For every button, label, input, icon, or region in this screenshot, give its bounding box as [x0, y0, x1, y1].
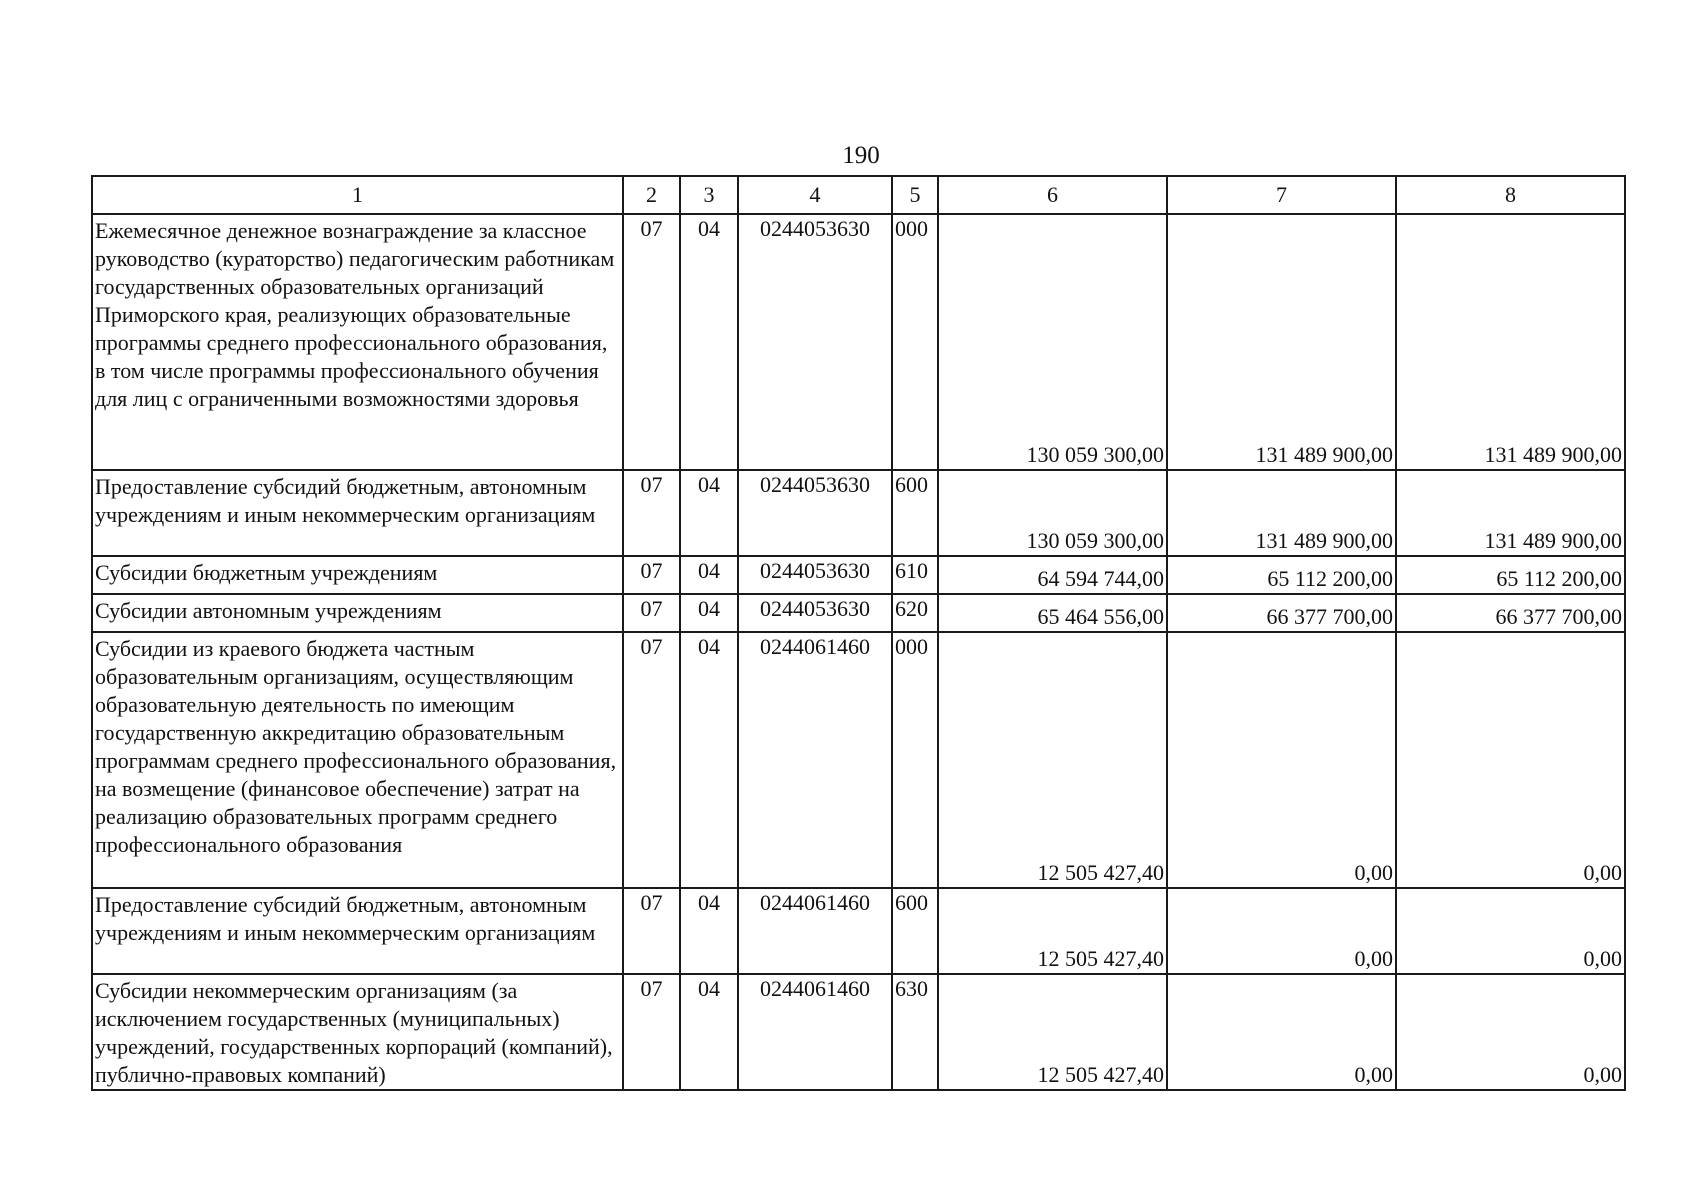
- table-row: [92, 888, 1625, 974]
- section-code: 07: [623, 556, 680, 594]
- expense-type-code: 000: [892, 214, 938, 470]
- amount-col6: 12 505 427,40: [938, 974, 1167, 1090]
- header-cell: 7: [1167, 176, 1396, 214]
- section-code: 07: [623, 214, 680, 470]
- subsection-code: 04: [680, 974, 738, 1090]
- subsection-code: 04: [680, 594, 738, 632]
- row-name-cell: [92, 632, 623, 888]
- section-code: 07: [623, 888, 680, 974]
- expense-type-code: 600: [892, 470, 938, 556]
- section-code: 07: [623, 470, 680, 556]
- table-row: [92, 214, 1625, 470]
- row-name-cell: [92, 594, 623, 632]
- section-code: 07: [623, 632, 680, 888]
- subsection-code: 04: [680, 470, 738, 556]
- subsection-code: 04: [680, 214, 738, 470]
- table-row: [92, 556, 1625, 594]
- amount-col8: 65 112 200,00: [1396, 556, 1625, 594]
- amount-col7: 65 112 200,00: [1167, 556, 1396, 594]
- target-article-code: 0244061460: [738, 632, 892, 888]
- amount-col6: 12 505 427,40: [938, 888, 1167, 974]
- amount-col7: 0,00: [1167, 632, 1396, 888]
- row-name-cell: [92, 470, 623, 556]
- amount-col7: 131 489 900,00: [1167, 214, 1396, 470]
- row-name-cell: [92, 974, 623, 1090]
- row-name: Предоставление субсидий бюджетным, автономным учреждениям и иным некоммерческим организациям: [95, 892, 596, 945]
- header-cell: 4: [738, 176, 892, 214]
- table-row: [92, 470, 1625, 556]
- amount-col8: 0,00: [1396, 888, 1625, 974]
- amount-col8: 131 489 900,00: [1396, 214, 1625, 470]
- header-cell: 3: [680, 176, 738, 214]
- row-name: Предоставление субсидий бюджетным, автономным учреждениям и иным некоммерческим организациям: [95, 474, 596, 527]
- amount-col6: 12 505 427,40: [938, 632, 1167, 888]
- table-row: [92, 974, 1625, 1090]
- budget-table: [91, 175, 1626, 1091]
- target-article-code: 0244053630: [738, 556, 892, 594]
- target-article-code: 0244053630: [738, 470, 892, 556]
- row-name-cell: [92, 888, 623, 974]
- subsection-code: 04: [680, 556, 738, 594]
- amount-col8: 0,00: [1396, 974, 1625, 1090]
- target-article-code: 0244053630: [738, 214, 892, 470]
- amount-col7: 0,00: [1167, 974, 1396, 1090]
- row-name-cell: [92, 556, 623, 594]
- table-row: [92, 594, 1625, 632]
- target-article-code: 0244061460: [738, 974, 892, 1090]
- amount-col8: 66 377 700,00: [1396, 594, 1625, 632]
- table-header-row: [92, 176, 1625, 214]
- header-cell: 1: [92, 176, 623, 214]
- target-article-code: 0244061460: [738, 888, 892, 974]
- header-cell: 6: [938, 176, 1167, 214]
- header-cell: 5: [892, 176, 938, 214]
- row-name: Субсидии некоммерческим организациям (за исключением государственных (муниципальных) учреждений, государственных корпораций (компаний), публично-правовых компаний): [95, 978, 613, 1087]
- amount-col6: 130 059 300,00: [938, 214, 1167, 470]
- subsection-code: 04: [680, 632, 738, 888]
- amount-col7: 0,00: [1167, 888, 1396, 974]
- amount-col6: 130 059 300,00: [938, 470, 1167, 556]
- expense-type-code: 610: [892, 556, 938, 594]
- amount-col6: 64 594 744,00: [938, 556, 1167, 594]
- row-name: Субсидии из краевого бюджета частным образовательным организациям, осуществляющим образовательную деятельность по имеющим государственную аккредитацию образовательным программам среднего профессионального образования, на возмещение (финансовое обеспечение) затрат на реализацию образовательных программ среднего профессионального образования: [95, 636, 617, 857]
- amount-col7: 66 377 700,00: [1167, 594, 1396, 632]
- header-cell: 8: [1396, 176, 1625, 214]
- section-code: 07: [623, 594, 680, 632]
- row-name: Субсидии бюджетным учреждениям: [95, 560, 438, 585]
- amount-col8: 0,00: [1396, 632, 1625, 888]
- subsection-code: 04: [680, 888, 738, 974]
- table-row: [92, 632, 1625, 888]
- target-article-code: 0244053630: [738, 594, 892, 632]
- amount-col7: 131 489 900,00: [1167, 470, 1396, 556]
- expense-type-code: 600: [892, 888, 938, 974]
- amount-col8: 131 489 900,00: [1396, 470, 1625, 556]
- header-cell: 2: [623, 176, 680, 214]
- amount-col6: 65 464 556,00: [938, 594, 1167, 632]
- section-code: 07: [623, 974, 680, 1090]
- expense-type-code: 000: [892, 632, 938, 888]
- row-name: Субсидии автономным учреждениям: [95, 598, 442, 623]
- page-number: 190: [842, 142, 880, 169]
- expense-type-code: 620: [892, 594, 938, 632]
- row-name-cell: [92, 214, 623, 470]
- row-name: Ежемесячное денежное вознаграждение за классное руководство (кураторство) педагогическим работникам государственных образовательных организаций Приморского края, реализующих образовательные программы среднего профессионального образования, в том числе программы профессионального обучения для лиц с ограниченными возможностями здоровья: [95, 218, 615, 411]
- expense-type-code: 630: [892, 974, 938, 1090]
